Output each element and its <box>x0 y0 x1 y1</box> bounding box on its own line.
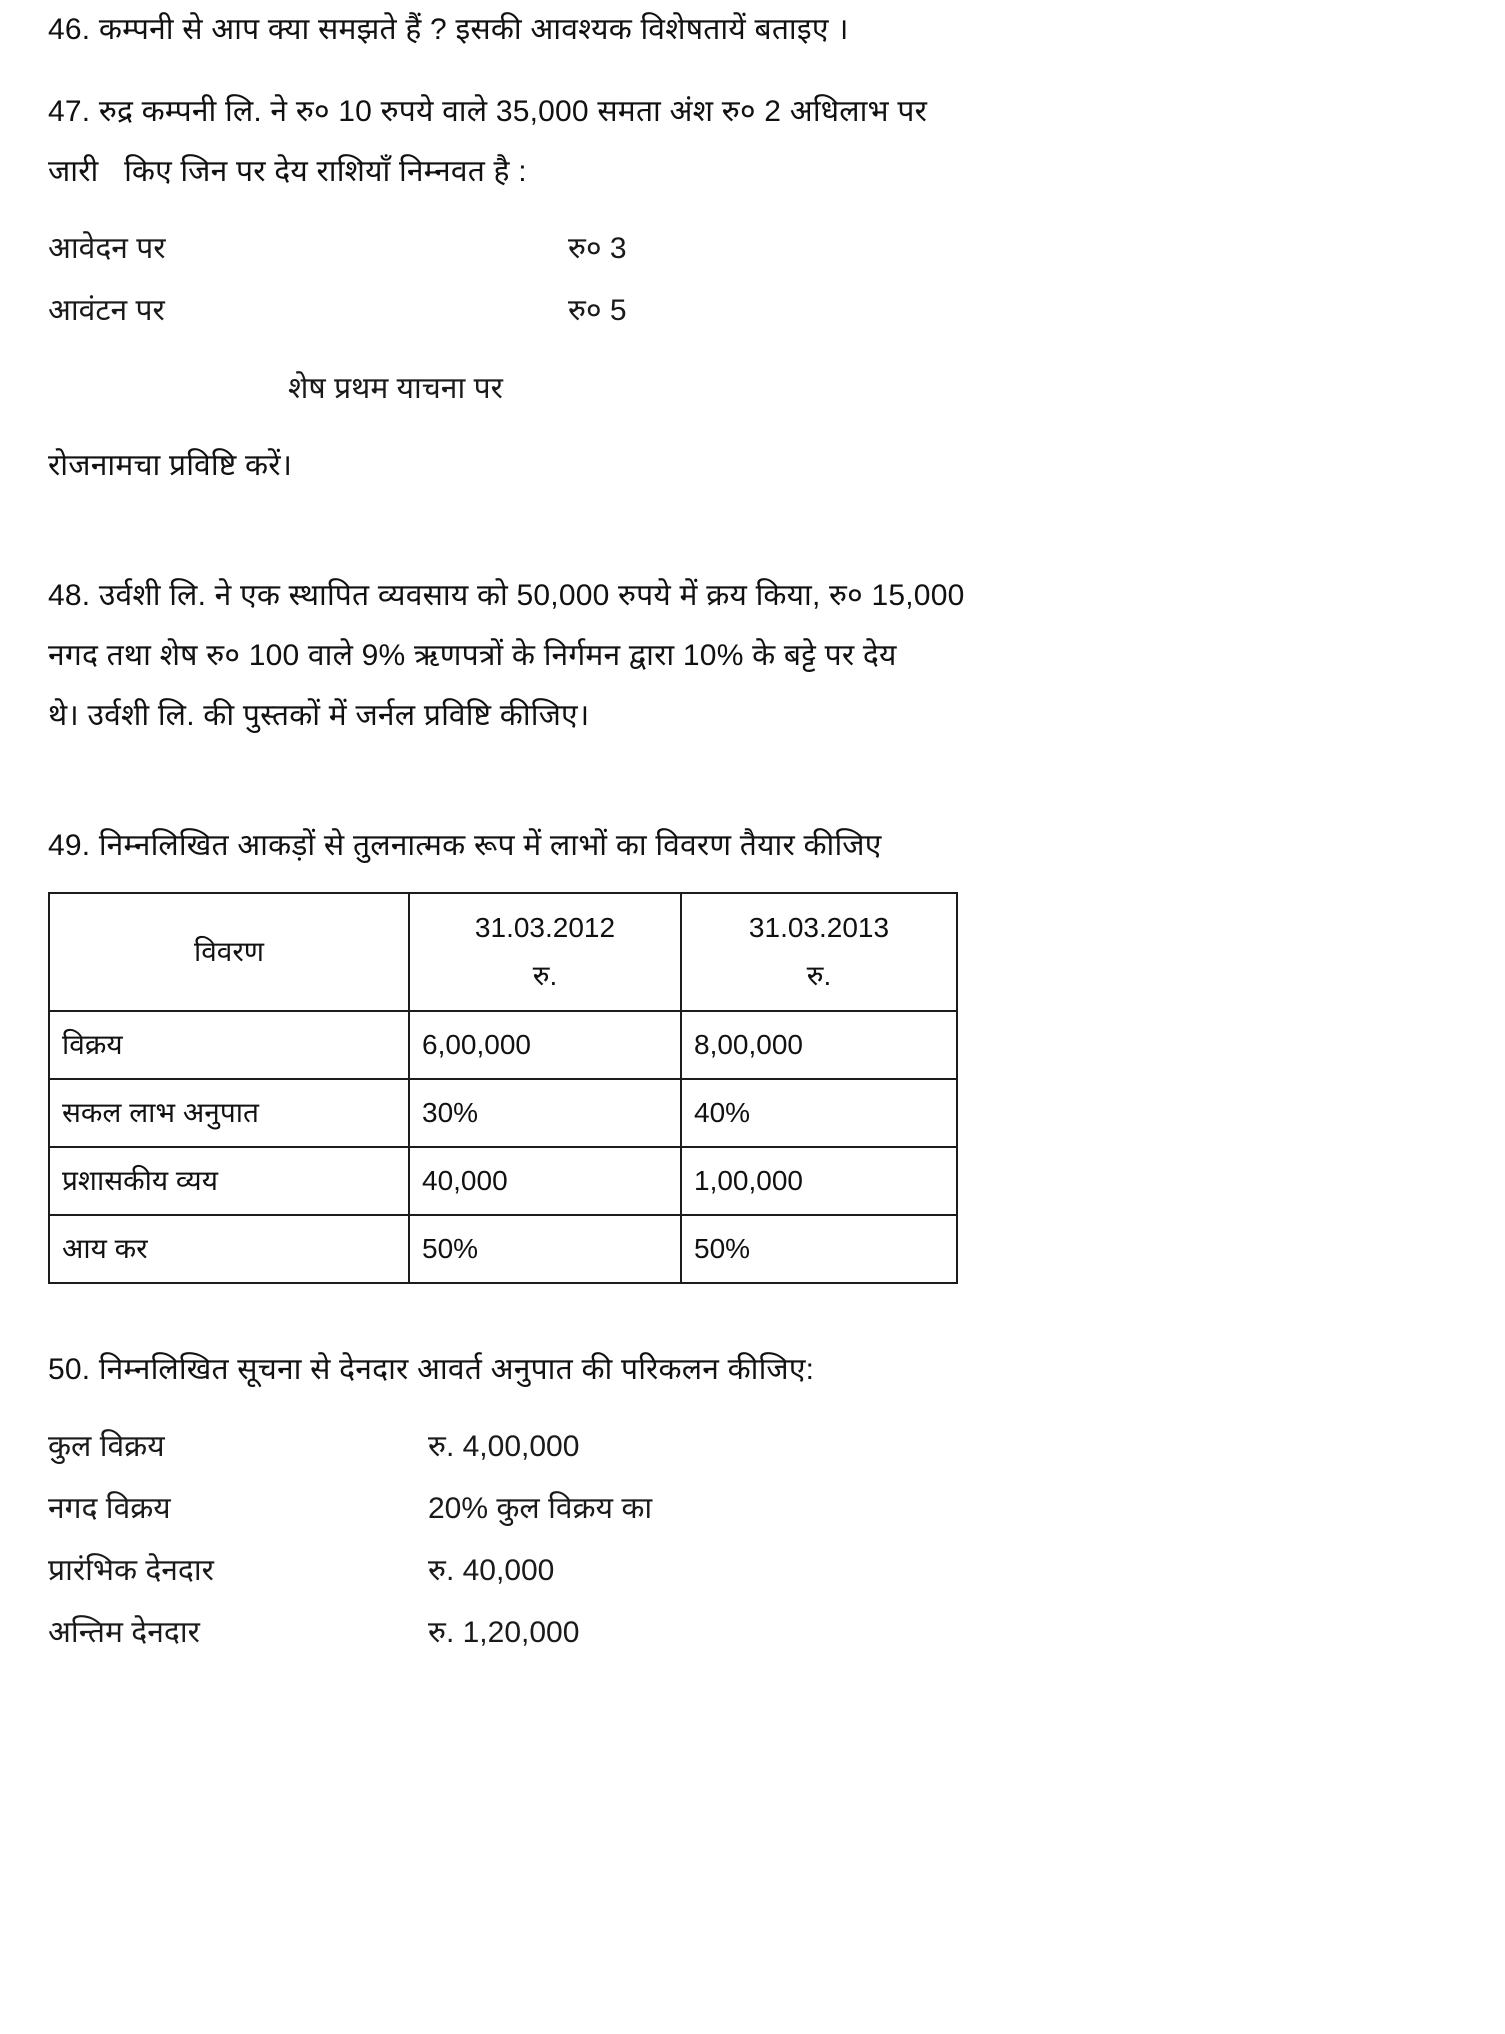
table-header-2012-currency: रु. <box>532 960 558 991</box>
spacer <box>48 60 1457 82</box>
table-header-2013 <box>681 893 957 1011</box>
question-47 <box>48 82 1457 496</box>
spacer <box>48 876 1457 892</box>
question-47-schedule-note: शेष प्रथम याचना पर <box>288 372 503 405</box>
value-cash-sales: 20% कुल विक्रय का <box>428 1492 653 1525</box>
question-50-row-cash-sales <box>48 1478 1457 1540</box>
value-closing-debtors: रु. 1,20,000 <box>428 1616 580 1649</box>
table-row <box>49 1147 957 1215</box>
question-50 <box>48 1340 1457 1664</box>
spacer <box>48 1284 1457 1340</box>
table-cell-2013: 50% <box>681 1215 957 1283</box>
table-cell-2013: 1,00,000 <box>681 1147 957 1215</box>
table-cell-particular: सकल लाभ अनुपात <box>49 1079 409 1147</box>
label-closing-debtors: अन्तिम देनदार <box>48 1616 200 1649</box>
question-47-schedule-row <box>48 218 1457 280</box>
question-48-line-2: नगद तथा शेष रु० 100 वाले 9% ऋणपत्रों के निर्गमन द्वारा 10% के बट्टे पर देय <box>48 639 897 672</box>
spacer <box>48 202 1457 218</box>
table-cell-2012: 30% <box>409 1079 681 1147</box>
table-cell-particular: प्रशासकीय व्यय <box>49 1147 409 1215</box>
label-cash-sales: नगद विक्रय <box>48 1492 171 1525</box>
table-header-2013-date: 31.03.2013 <box>748 912 890 943</box>
question-49 <box>48 816 1457 1284</box>
table-header-2013-currency: रु. <box>806 960 832 991</box>
schedule-label-allotment: आवंटन पर <box>48 294 165 327</box>
question-50-row-total-sales <box>48 1416 1457 1478</box>
schedule-value-application: रु० 3 <box>568 232 627 265</box>
schedule-value-allotment: रु० 5 <box>568 294 627 327</box>
question-48-line-3: थे। उर्वशी लि. की पुस्तकों में जर्नल प्रविष्टि कीजिए। <box>48 699 590 732</box>
question-47-schedule-row <box>48 280 1457 342</box>
table-header-2012 <box>409 893 681 1011</box>
table-body <box>49 1011 957 1283</box>
label-opening-debtors: प्रारंभिक देनदार <box>48 1554 214 1587</box>
table-header-2012-date: 31.03.2012 <box>474 912 616 943</box>
value-total-sales: रु. 4,00,000 <box>428 1430 580 1463</box>
spacer <box>48 1400 1457 1416</box>
question-46-line-1: 46. कम्पनी से आप क्या समझते हैं ? इसकी आवश्यक विशेषतायें बताइए । <box>48 13 849 46</box>
table-header-particulars <box>49 893 409 1011</box>
question-50-row-opening-debtors <box>48 1540 1457 1602</box>
schedule-label-application: आवेदन पर <box>48 232 166 265</box>
table-header <box>49 893 957 1011</box>
comparative-profit-table <box>48 892 958 1284</box>
table-cell-2013: 40% <box>681 1079 957 1147</box>
table-row <box>49 1215 957 1283</box>
question-50-row-closing-debtors <box>48 1602 1457 1664</box>
table-cell-2012: 40,000 <box>409 1147 681 1215</box>
question-47-line-1: 47. रुद्र कम्पनी लि. ने रु० 10 रुपये वाले 35,000 समता अंश रु० 2 अधिलाभ पर <box>48 95 928 128</box>
table-cell-2013: 8,00,000 <box>681 1011 957 1079</box>
label-total-sales: कुल विक्रय <box>48 1430 165 1463</box>
table-cell-2012: 6,00,000 <box>409 1011 681 1079</box>
value-opening-debtors: रु. 40,000 <box>428 1554 555 1587</box>
table-cell-2012: 50% <box>409 1215 681 1283</box>
table-cell-particular: विक्रय <box>49 1011 409 1079</box>
table-cell-particular: आय कर <box>49 1215 409 1283</box>
question-49-line-1: 49. निम्नलिखित आकड़ों से तुलनात्मक रूप में लाभों का विवरण तैयार कीजिए <box>48 829 882 862</box>
spacer <box>48 496 1457 566</box>
table-row <box>49 1011 957 1079</box>
question-50-line-1: 50. निम्नलिखित सूचना से देनदार आवर्त अनुपात की परिकलन कीजिए: <box>48 1353 815 1386</box>
table-header-row <box>49 893 957 1011</box>
spacer <box>48 342 1457 358</box>
table-row <box>49 1079 957 1147</box>
table-header-particulars-main: विवरण <box>193 936 265 967</box>
spacer <box>48 746 1457 816</box>
question-48 <box>48 566 1457 746</box>
question-46 <box>48 0 1457 60</box>
question-47-line-2: जारी किए जिन पर देय राशियाँ निम्नवत है : <box>48 155 527 188</box>
question-48-line-1: 48. उर्वशी लि. ने एक स्थापित व्यवसाय को 50,000 रुपये में क्रय किया, रु० 15,000 <box>48 579 965 612</box>
spacer <box>48 420 1457 436</box>
question-47-closing: रोजनामचा प्रविष्टि करें। <box>48 449 293 482</box>
